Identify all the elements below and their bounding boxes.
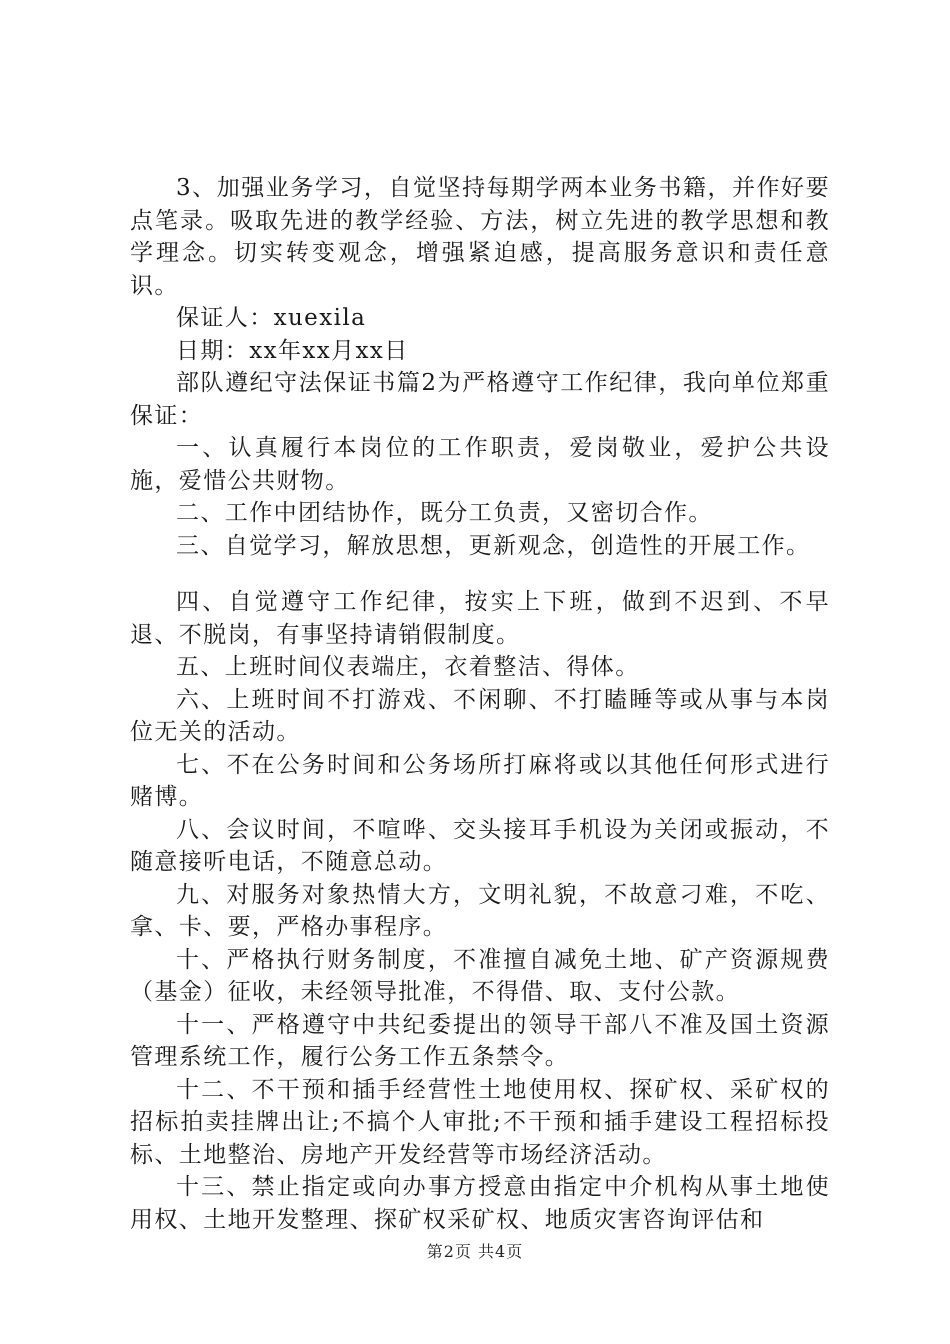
pledge-item-7: 七、不在公务时间和公务场所打麻将或以其他任何形式进行赌博。 — [130, 751, 830, 810]
paragraph-item-3: 3、加强业务学习，自觉坚持每期学两本业务书籍，并作好要点笔录。吸取先进的教学经验、方法，树立先进的教学思想和教学理念。切实转变观念，增强紧迫感，提高服务意识和责任意识。 — [130, 175, 830, 299]
pledge-item-12: 十二、不干预和插手经营性土地使用权、探矿权、采矿权的招标拍卖挂牌出让;不搞个人审批;不干预和插手建设工程招标投标、土地整治、房地产开发经营等市场经济活动。 — [130, 1076, 830, 1168]
document-body — [130, 172, 830, 1236]
guarantor-line: 保证人：xuexila — [176, 305, 367, 331]
pledge-item-13: 十三、禁止指定或向办事方授意由指定中介机构从事土地使用权、土地开发整理、探矿权采矿权、地质灾害咨询评估和 — [130, 1174, 830, 1233]
page-footer — [0, 1242, 950, 1262]
pledge-item-1: 一、认真履行本岗位的工作职责，爱岗敬业，爱护公共设施，爱惜公共财物。 — [130, 435, 830, 494]
pledge-item-11: 十一、严格遵守中共纪委提出的领导干部八不准及国土资源管理系统工作，履行公务工作五条禁令。 — [130, 1011, 830, 1070]
pledge-item-2: 二、工作中团结协作，既分工负责，又密切合作。 — [176, 500, 713, 526]
pledge-item-4: 四、自觉遵守工作纪律，按实上下班，做到不迟到、不早退、不脱岗，有事坚持请销假制度。 — [130, 589, 830, 648]
pledge-item-5: 五、上班时间仪表端庄，衣着整洁、得体。 — [176, 654, 640, 680]
pledge-item-9: 九、对服务对象热情大方，文明礼貌，不故意刁难，不吃、拿、卡、要，严格办事程序。 — [130, 881, 830, 940]
pledge-item-8: 八、会议时间，不喧哗、交头接耳手机设为关闭或振动，不随意接听电话，不随意总动。 — [130, 816, 830, 875]
paragraph-gap — [130, 562, 830, 586]
pledge-item-6: 六、上班时间不打游戏、不闲聊、不打瞌睡等或从事与本岗位无关的活动。 — [130, 686, 830, 745]
pledge-item-10: 十、严格执行财务制度，不准擅自减免土地、矿产资源规费（基金）征收，未经领导批准，不得借、取、支付公款。 — [130, 946, 830, 1005]
page-number-label: 第2页 共4页 — [426, 1242, 524, 1261]
section-heading-pledge-2: 部队遵纪守法保证书篇2为严格遵守工作纪律，我向单位郑重保证： — [130, 370, 830, 429]
date-line: 日期：xx年xx月xx日 — [176, 337, 409, 364]
pledge-item-3: 三、自觉学习，解放思想，更新观念，创造性的开展工作。 — [176, 532, 811, 559]
